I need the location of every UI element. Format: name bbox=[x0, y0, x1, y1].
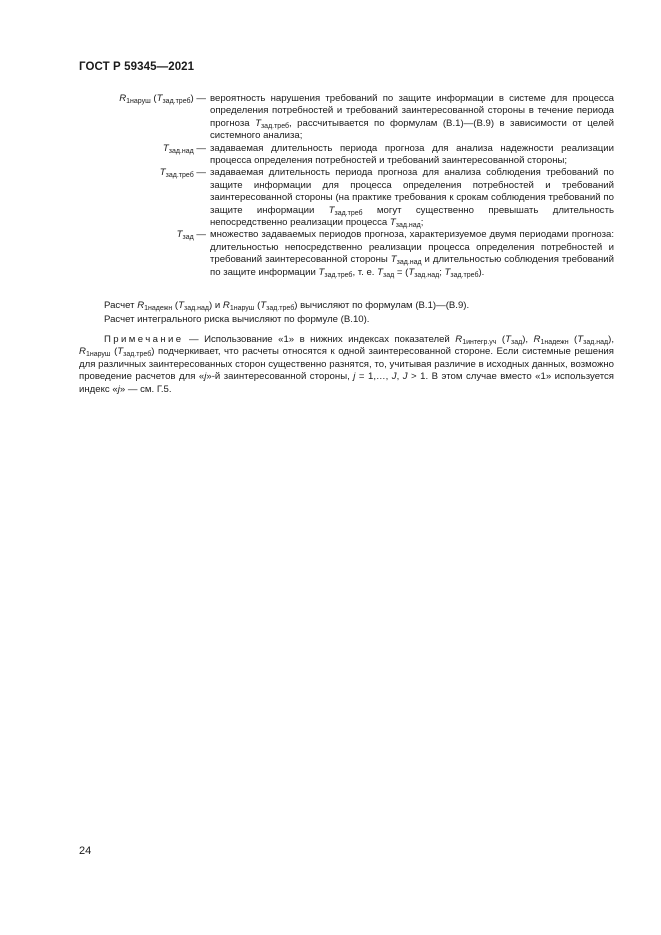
note-symbol: J bbox=[402, 371, 408, 383]
note-paren: ), bbox=[608, 334, 614, 345]
note-symbol: J bbox=[391, 371, 397, 383]
definition-term bbox=[104, 93, 210, 105]
definition-item bbox=[104, 143, 614, 168]
calc-symbol: T bbox=[260, 300, 267, 311]
definition-term bbox=[104, 229, 210, 241]
note-text: > 1. В этом случае вместо «1» используется индекс « bbox=[79, 371, 615, 395]
definition-item bbox=[104, 167, 614, 229]
desc-subscript: зад.треб bbox=[334, 209, 363, 217]
calc-paren: ( bbox=[172, 300, 179, 311]
term-subscript: зад bbox=[182, 234, 194, 242]
desc-subscript: зад.треб bbox=[324, 271, 353, 279]
note-text: подчеркивает, что расчеты относятся к одной заинтересованной стороне. Если системные решения для различных заинтересованных сторон существенно разнятся, то, учитывая различие в исходных данных, возможно проведение расчетов для « bbox=[79, 346, 614, 383]
note-subscript: зад bbox=[511, 339, 523, 346]
definition-description bbox=[210, 167, 614, 229]
definition-term bbox=[104, 143, 210, 155]
calc-subscript: 1надежн bbox=[144, 305, 173, 312]
note-symbol: T bbox=[505, 334, 511, 345]
desc-text: задаваемая длительность периода прогноза для анализа соблюдения требований по защите информации для процесса определения потребностей и требований заинтересованной стороны (на практике требования к срокам соблюдения требований по защите информации bbox=[210, 167, 614, 216]
note-symbol: R bbox=[455, 334, 463, 345]
desc-symbol: T bbox=[328, 204, 335, 216]
calc-subscript: зад.над bbox=[183, 305, 209, 312]
desc-symbol: T bbox=[389, 217, 396, 229]
note-symbol: j bbox=[204, 371, 207, 383]
term-symbol: T bbox=[159, 167, 166, 179]
desc-text: = ( bbox=[394, 266, 409, 278]
calc-symbol: R bbox=[222, 300, 230, 311]
calc-symbol: R bbox=[137, 300, 145, 311]
term-dash: — bbox=[193, 93, 206, 104]
definition-description: задаваемая длительность периода прогноза для анализа надежности реализации процесса определения потребностей и требований заинтересованной стороны; bbox=[210, 142, 614, 167]
term-subscript: 1наруш bbox=[126, 98, 151, 105]
term-symbol: T bbox=[176, 229, 183, 241]
note-subscript: 1интегр.уч bbox=[462, 339, 497, 346]
note-symbol: j bbox=[353, 371, 356, 383]
note-text: = 1,…, bbox=[355, 371, 392, 383]
note-label: Примечание bbox=[104, 334, 184, 345]
term-arg-subscript: зад.треб bbox=[162, 98, 191, 105]
desc-text: и длительностью соблюдения требований по защите информации bbox=[210, 254, 614, 278]
desc-text: , т. е. bbox=[352, 266, 378, 278]
desc-text: множество задаваемых периодов прогноза, характеризуемое двумя периодами прогноза: длительностью непосредственно реализации процесса определения потребностей и требований заинтересованной стороны bbox=[210, 229, 614, 266]
calc-paren: ) bbox=[208, 300, 213, 311]
calc-paren: ( bbox=[254, 300, 261, 311]
desc-symbol: T bbox=[408, 266, 415, 278]
calc-paragraph-2: Расчет интегрального риска вычисляют по формуле (В.10). bbox=[104, 314, 370, 325]
calc-subscript: зад.треб bbox=[266, 305, 295, 312]
term-symbol: T bbox=[162, 142, 169, 154]
note-text: » — см. Г.5. bbox=[119, 383, 172, 395]
desc-text: ; bbox=[420, 217, 424, 229]
definition-list bbox=[104, 93, 614, 279]
note-symbol: T bbox=[577, 334, 584, 345]
desc-subscript: зад bbox=[383, 271, 395, 279]
note-text: — Использование «1» в нижних индексах показателей bbox=[183, 334, 456, 345]
definition-term bbox=[104, 167, 210, 179]
page-number: 24 bbox=[79, 845, 92, 857]
definition-item bbox=[104, 93, 614, 143]
document-header: ГОСТ Р 59345—2021 bbox=[79, 61, 195, 73]
note-paren: ), bbox=[522, 334, 534, 345]
calc-symbol: T bbox=[178, 300, 184, 311]
note-subscript: зад.над bbox=[583, 339, 609, 346]
desc-symbol: T bbox=[377, 266, 383, 278]
note-paren: ( bbox=[110, 346, 118, 358]
term-dash: — bbox=[193, 142, 206, 154]
desc-text: вероятность нарушения требований по защите информации в системе для процесса определения потребностей и требований заинтересованной стороны в течение периода прогноза bbox=[210, 93, 614, 129]
note-symbol: R bbox=[533, 334, 541, 345]
note-subscript: зад.треб bbox=[123, 351, 152, 359]
calc-paragraph-1 bbox=[104, 300, 614, 312]
term-paren: ) bbox=[190, 93, 194, 104]
term-paren: ( bbox=[150, 93, 157, 104]
desc-symbol: T bbox=[390, 254, 397, 266]
note-symbol: T bbox=[117, 346, 124, 358]
term-dash: — bbox=[193, 229, 206, 241]
desc-text: ). bbox=[478, 266, 485, 278]
note-symbol: j bbox=[117, 383, 120, 395]
note-paren: ( bbox=[568, 334, 578, 345]
desc-subscript: зад.треб bbox=[450, 271, 479, 279]
desc-subscript: зад.треб bbox=[260, 122, 290, 130]
desc-subscript: зад.над bbox=[395, 222, 421, 230]
note-subscript: 1наруш bbox=[85, 351, 111, 359]
desc-text: , рассчитывается по формулам (В.1)—(В.9) в зависимости от целей системного анализа; bbox=[210, 117, 615, 142]
note-text: »-й заинтересованной стороны, bbox=[206, 371, 354, 383]
desc-subscript: зад.над bbox=[414, 271, 440, 279]
note-subscript: 1надежн bbox=[540, 339, 569, 346]
note-symbol: R bbox=[79, 346, 86, 358]
calc-paren: ) bbox=[294, 300, 298, 311]
calc-text: Расчет bbox=[104, 300, 138, 311]
note-paren: ) bbox=[151, 346, 155, 358]
term-symbol: R bbox=[119, 93, 127, 104]
desc-symbol: T bbox=[255, 117, 261, 129]
note-paragraph bbox=[79, 334, 614, 396]
term-dash: — bbox=[193, 167, 206, 179]
definition-item bbox=[104, 229, 614, 279]
definition-description bbox=[210, 229, 614, 279]
desc-symbol: T bbox=[444, 266, 451, 278]
calc-text: вычисляют по формулам (В.1)—(В.9). bbox=[297, 300, 470, 311]
term-subscript: зад.над bbox=[168, 147, 194, 155]
calc-subscript: 1наруш bbox=[229, 305, 255, 312]
note-paren: ( bbox=[496, 334, 506, 345]
definition-description bbox=[210, 93, 614, 143]
calc-text: и bbox=[212, 300, 223, 311]
desc-text: ; bbox=[439, 266, 445, 278]
term-arg: T bbox=[156, 93, 163, 104]
term-subscript: зад.треб bbox=[165, 172, 194, 180]
note-text: , bbox=[396, 371, 403, 383]
desc-text: могут существенно превышать длительность непосредственно реализации процесса bbox=[210, 204, 614, 229]
desc-subscript: зад.над bbox=[396, 259, 422, 267]
desc-symbol: T bbox=[318, 266, 325, 278]
